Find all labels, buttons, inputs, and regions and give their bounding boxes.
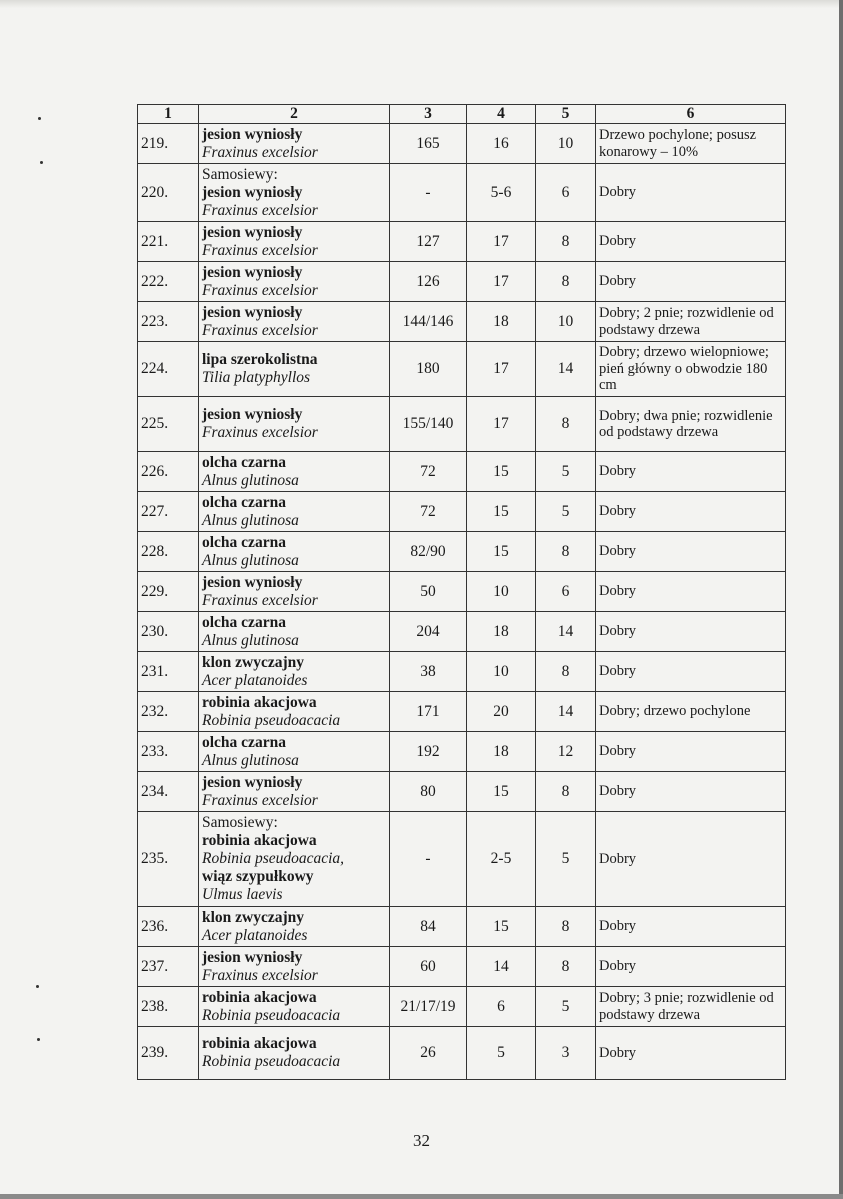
height-cell: 16 — [467, 124, 536, 164]
circumference-cell: - — [390, 164, 467, 222]
scan-edge-top — [0, 0, 843, 8]
species-latin-name: Fraxinus excelsior — [202, 281, 318, 299]
species-polish-name: jesion wyniosły — [202, 773, 303, 791]
species-polish-name: jesion wyniosły — [202, 125, 303, 143]
row-number: 222. — [138, 262, 199, 302]
row-number: 223. — [138, 302, 199, 342]
row-number: 233. — [138, 732, 199, 772]
species-cell — [199, 732, 390, 772]
condition-cell: Dobry — [596, 732, 786, 772]
condition-cell: Dobry — [596, 612, 786, 652]
row-number: 232. — [138, 692, 199, 732]
circumference-cell: 165 — [390, 124, 467, 164]
circumference-cell: 38 — [390, 652, 467, 692]
species-latin-name: Fraxinus excelsior — [202, 241, 318, 259]
row-number: 228. — [138, 532, 199, 572]
row-number: 237. — [138, 947, 199, 987]
crown-cell: 5 — [536, 812, 596, 907]
circumference-cell: 204 — [390, 612, 467, 652]
species-cell — [199, 342, 390, 397]
table-row — [138, 342, 786, 397]
scan-speck — [37, 1038, 40, 1041]
header-row — [138, 105, 786, 124]
species-cell — [199, 222, 390, 262]
species-cell — [199, 652, 390, 692]
species-latin-name: Alnus glutinosa — [202, 471, 299, 489]
height-cell: 2-5 — [467, 812, 536, 907]
column-header: 1 — [138, 105, 199, 124]
species-polish-name: robinia akacjowa — [202, 988, 317, 1006]
table-row — [138, 452, 786, 492]
height-cell: 5 — [467, 1027, 536, 1080]
species-polish-name: jesion wyniosły — [202, 183, 303, 201]
height-cell: 10 — [467, 652, 536, 692]
species-latin-name: Robinia pseudoacacia — [202, 1053, 341, 1070]
height-cell: 17 — [467, 397, 536, 452]
circumference-cell: 192 — [390, 732, 467, 772]
table-row — [138, 302, 786, 342]
column-header: 2 — [199, 105, 390, 124]
species-polish-name: jesion wyniosły — [202, 573, 303, 591]
table-row — [138, 262, 786, 302]
species-polish-name: robinia akacjowa — [202, 832, 317, 849]
species-cell — [199, 164, 390, 222]
height-cell: 17 — [467, 262, 536, 302]
condition-cell: Dobry — [596, 947, 786, 987]
table-row — [138, 572, 786, 612]
circumference-cell: 26 — [390, 1027, 467, 1080]
species-cell — [199, 452, 390, 492]
species-polish-name: lipa szerokolistna — [202, 351, 318, 368]
species-polish-name: klon zwyczajny — [202, 908, 305, 926]
row-number: 239. — [138, 1027, 199, 1080]
row-number: 226. — [138, 452, 199, 492]
crown-cell: 14 — [536, 692, 596, 732]
table-row — [138, 907, 786, 947]
species-polish-name: jesion wyniosły — [202, 223, 303, 241]
species-polish-name: jesion wyniosły — [202, 406, 303, 423]
row-number: 231. — [138, 652, 199, 692]
species-cell — [199, 772, 390, 812]
species-cell — [199, 907, 390, 947]
condition-cell: Dobry — [596, 164, 786, 222]
condition-cell: Dobry — [596, 812, 786, 907]
condition-cell: Dobry; 3 pnie; rozwidlenie od podstawy drzewa — [596, 987, 786, 1027]
species-group-label: Samosiewy: — [202, 814, 278, 831]
row-number: 224. — [138, 342, 199, 397]
scan-edge-bottom — [0, 1194, 843, 1199]
species-polish-name: olcha czarna — [202, 493, 286, 511]
species-polish-name: klon zwyczajny — [202, 653, 305, 671]
species-polish-name: olcha czarna — [202, 453, 286, 471]
crown-cell: 6 — [536, 572, 596, 612]
circumference-cell: 82/90 — [390, 532, 467, 572]
condition-cell: Dobry — [596, 532, 786, 572]
crown-cell: 5 — [536, 452, 596, 492]
row-number: 229. — [138, 572, 199, 612]
table-header — [138, 105, 786, 124]
species-cell — [199, 987, 390, 1027]
height-cell: 15 — [467, 532, 536, 572]
species-cell — [199, 947, 390, 987]
table-row — [138, 692, 786, 732]
table-row — [138, 612, 786, 652]
tree-inventory-table — [137, 104, 786, 1080]
table-row — [138, 947, 786, 987]
condition-cell: Dobry; dwa pnie; rozwidlenie od podstawy drzewa — [596, 397, 786, 452]
table-row — [138, 397, 786, 452]
crown-cell: 8 — [536, 947, 596, 987]
species-cell — [199, 397, 390, 452]
species-latin-name: Fraxinus excelsior — [202, 424, 318, 441]
table-row — [138, 1027, 786, 1080]
crown-cell: 12 — [536, 732, 596, 772]
species-polish-name: jesion wyniosły — [202, 263, 303, 281]
species-latin-name: Fraxinus excelsior — [202, 321, 318, 339]
scan-edge-right — [839, 0, 843, 1199]
species-latin-name: Fraxinus excelsior — [202, 591, 318, 609]
species-latin-name: Fraxinus excelsior — [202, 143, 318, 161]
crown-cell: 5 — [536, 492, 596, 532]
species-polish-name: olcha czarna — [202, 733, 286, 751]
condition-cell: Dobry — [596, 1027, 786, 1080]
row-number: 236. — [138, 907, 199, 947]
table-row — [138, 532, 786, 572]
species-cell — [199, 124, 390, 164]
height-cell: 18 — [467, 302, 536, 342]
crown-cell: 8 — [536, 772, 596, 812]
circumference-cell: 84 — [390, 907, 467, 947]
scan-speck — [40, 161, 43, 164]
column-header: 6 — [596, 105, 786, 124]
condition-cell: Dobry — [596, 772, 786, 812]
condition-cell: Dobry — [596, 652, 786, 692]
species-latin-name: Robinia pseudoacacia — [202, 711, 341, 729]
crown-cell: 5 — [536, 987, 596, 1027]
species-latin-name: Fraxinus excelsior — [202, 201, 318, 219]
circumference-cell: 50 — [390, 572, 467, 612]
height-cell: 18 — [467, 732, 536, 772]
table-row — [138, 222, 786, 262]
height-cell: 17 — [467, 222, 536, 262]
species-latin-name: Robinia pseudoacacia — [202, 1006, 341, 1024]
crown-cell: 6 — [536, 164, 596, 222]
circumference-cell: 80 — [390, 772, 467, 812]
height-cell: 14 — [467, 947, 536, 987]
species-group-label: Samosiewy: — [202, 165, 278, 183]
crown-cell: 8 — [536, 262, 596, 302]
height-cell: 15 — [467, 492, 536, 532]
species-polish-name: robinia akacjowa — [202, 693, 317, 711]
row-number: 238. — [138, 987, 199, 1027]
species-cell — [199, 302, 390, 342]
height-cell: 20 — [467, 692, 536, 732]
species-polish-name: wiąz szypułkowy — [202, 868, 314, 885]
species-polish-name: jesion wyniosły — [202, 948, 303, 966]
species-cell — [199, 492, 390, 532]
species-latin-name: Alnus glutinosa — [202, 751, 299, 769]
row-number: 235. — [138, 812, 199, 907]
crown-cell: 8 — [536, 532, 596, 572]
condition-cell: Dobry — [596, 222, 786, 262]
row-number: 227. — [138, 492, 199, 532]
species-cell — [199, 812, 390, 907]
page-number: 32 — [413, 1131, 430, 1150]
crown-cell: 8 — [536, 907, 596, 947]
circumference-cell: 171 — [390, 692, 467, 732]
circumference-cell: 144/146 — [390, 302, 467, 342]
table-row — [138, 772, 786, 812]
table-row — [138, 652, 786, 692]
condition-cell: Drzewo pochylone; posusz konarowy – 10% — [596, 124, 786, 164]
species-polish-name: olcha czarna — [202, 533, 286, 551]
circumference-cell: 155/140 — [390, 397, 467, 452]
species-cell — [199, 532, 390, 572]
column-header: 3 — [390, 105, 467, 124]
row-number: 220. — [138, 164, 199, 222]
scan-speck — [36, 985, 39, 988]
crown-cell: 3 — [536, 1027, 596, 1080]
table-row — [138, 812, 786, 907]
species-latin-name: Fraxinus excelsior — [202, 966, 318, 984]
crown-cell: 10 — [536, 124, 596, 164]
crown-cell: 8 — [536, 222, 596, 262]
circumference-cell: - — [390, 812, 467, 907]
height-cell: 10 — [467, 572, 536, 612]
column-header: 4 — [467, 105, 536, 124]
species-cell — [199, 262, 390, 302]
column-header: 5 — [536, 105, 596, 124]
height-cell: 5-6 — [467, 164, 536, 222]
circumference-cell: 127 — [390, 222, 467, 262]
condition-cell: Dobry — [596, 492, 786, 532]
species-latin-name: Tilia platyphyllos — [202, 369, 311, 386]
species-cell — [199, 692, 390, 732]
table-row — [138, 492, 786, 532]
row-number: 230. — [138, 612, 199, 652]
species-latin-name: Acer platanoides — [202, 671, 308, 689]
crown-cell: 14 — [536, 342, 596, 397]
crown-cell: 10 — [536, 302, 596, 342]
species-polish-name: robinia akacjowa — [202, 1035, 317, 1052]
condition-cell: Dobry — [596, 572, 786, 612]
scan-speck — [38, 117, 41, 120]
height-cell: 15 — [467, 907, 536, 947]
height-cell: 15 — [467, 452, 536, 492]
condition-cell: Dobry — [596, 907, 786, 947]
height-cell: 17 — [467, 342, 536, 397]
row-number: 225. — [138, 397, 199, 452]
circumference-cell: 180 — [390, 342, 467, 397]
species-cell — [199, 572, 390, 612]
circumference-cell: 21/17/19 — [390, 987, 467, 1027]
table-row — [138, 164, 786, 222]
crown-cell: 8 — [536, 397, 596, 452]
height-cell: 18 — [467, 612, 536, 652]
circumference-cell: 72 — [390, 492, 467, 532]
species-cell — [199, 612, 390, 652]
condition-cell: Dobry; drzewo wielopniowe; pień główny o obwodzie 180 cm — [596, 342, 786, 397]
table-row — [138, 987, 786, 1027]
table-body — [138, 124, 786, 1080]
circumference-cell: 60 — [390, 947, 467, 987]
height-cell: 15 — [467, 772, 536, 812]
row-number: 234. — [138, 772, 199, 812]
table-row — [138, 124, 786, 164]
species-latin-name: Fraxinus excelsior — [202, 791, 318, 809]
condition-cell: Dobry; 2 pnie; rozwidlenie od podstawy drzewa — [596, 302, 786, 342]
row-number: 219. — [138, 124, 199, 164]
condition-cell: Dobry; drzewo pochylone — [596, 692, 786, 732]
table-row — [138, 732, 786, 772]
species-latin-name: Alnus glutinosa — [202, 631, 299, 649]
species-polish-name: jesion wyniosły — [202, 303, 303, 321]
species-latin-name: Alnus glutinosa — [202, 511, 299, 529]
crown-cell: 8 — [536, 652, 596, 692]
row-number: 221. — [138, 222, 199, 262]
species-latin-name: Acer platanoides — [202, 926, 308, 944]
species-cell — [199, 1027, 390, 1080]
species-latin-name: Ulmus laevis — [202, 886, 283, 903]
condition-cell: Dobry — [596, 452, 786, 492]
crown-cell: 14 — [536, 612, 596, 652]
species-latin-name: Alnus glutinosa — [202, 551, 299, 569]
circumference-cell: 126 — [390, 262, 467, 302]
circumference-cell: 72 — [390, 452, 467, 492]
height-cell: 6 — [467, 987, 536, 1027]
species-polish-name: olcha czarna — [202, 613, 286, 631]
species-latin-name: Robinia pseudoacacia, — [202, 850, 345, 867]
condition-cell: Dobry — [596, 262, 786, 302]
